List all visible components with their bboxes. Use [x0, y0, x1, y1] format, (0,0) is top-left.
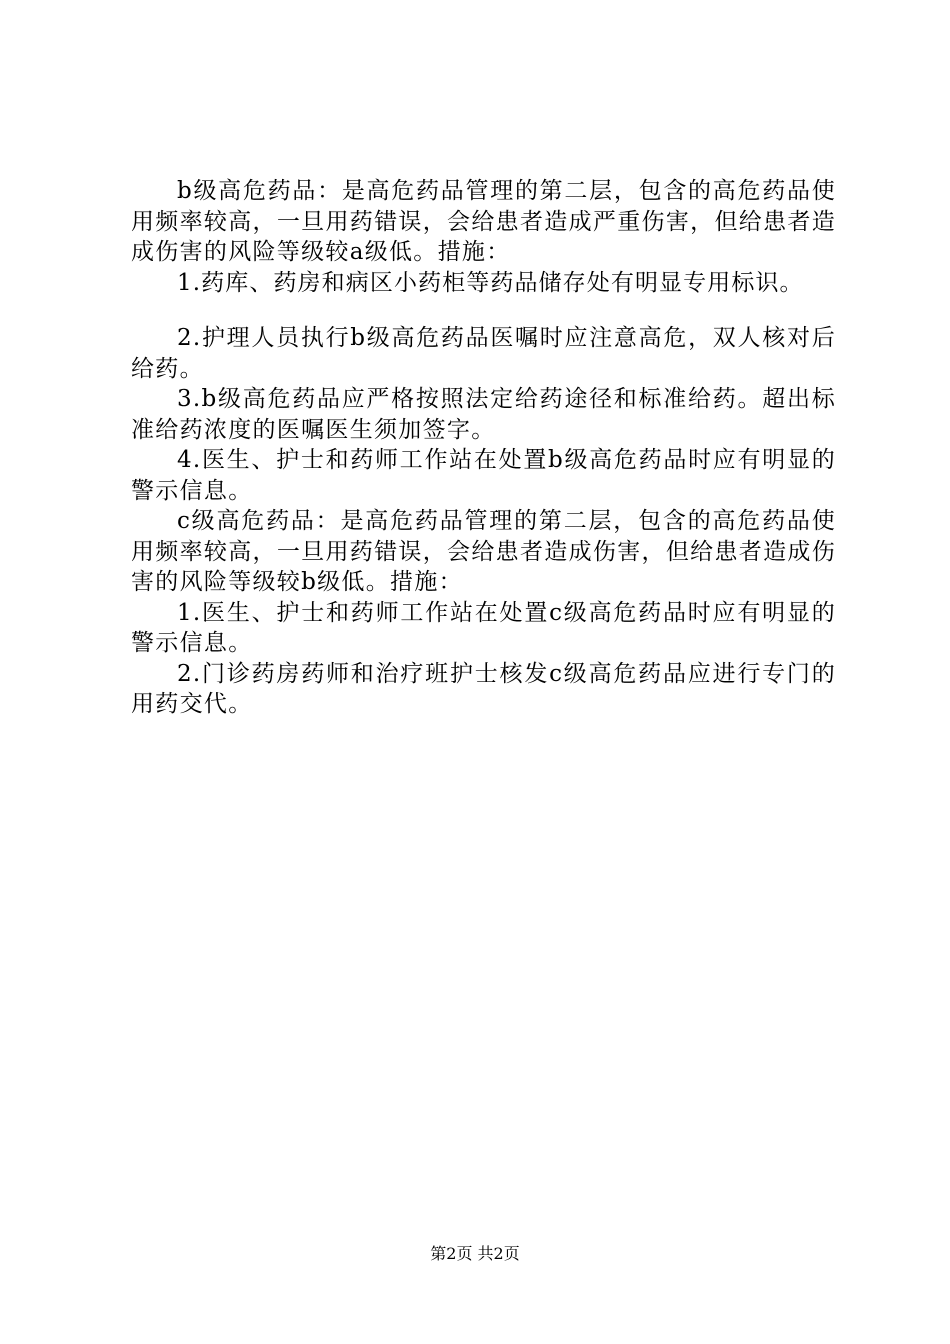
paragraph-b-level-measure-1: 1.药库、药房和病区小药柜等药品储存处有明显专用标识。	[177, 269, 804, 296]
paragraph-b-level-measure-2: 2.护理人员执行b级高危药品医嘱时应注意高危，双人核对后给药。	[131, 325, 836, 382]
paragraph-c-level-measure-1: 1.医生、护士和药师工作站在处置c级高危药品时应有明显的警示信息。	[131, 599, 836, 656]
document-body	[131, 176, 836, 720]
paragraph-b-level-measure-4: 4.医生、护士和药师工作站在处置b级高危药品时应有明显的警示信息。	[131, 447, 836, 504]
paragraph-c-level-measure-2: 2.门诊药房药师和治疗班护士核发c级高危药品应进行专门的用药交代。	[131, 660, 836, 717]
paragraph-c-level-intro: c级高危药品：是高危药品管理的第二层，包含的高危药品使用频率较高，一旦用药错误，会给患者造成伤害，但给患者造成伤害的风险等级较b级低。措施：	[131, 508, 836, 595]
paragraph-b-level-measure-3: 3.b级高危药品应严格按照法定给药途径和标准给药。超出标准给药浓度的医嘱医生须加签字。	[131, 386, 836, 443]
page-footer: 第2页 共2页	[430, 1244, 520, 1263]
paragraph-b-level-intro: b级高危药品：是高危药品管理的第二层，包含的高危药品使用频率较高，一旦用药错误，会给患者造成严重伤害，但给患者造成伤害的风险等级较a级低。措施：	[131, 178, 836, 265]
